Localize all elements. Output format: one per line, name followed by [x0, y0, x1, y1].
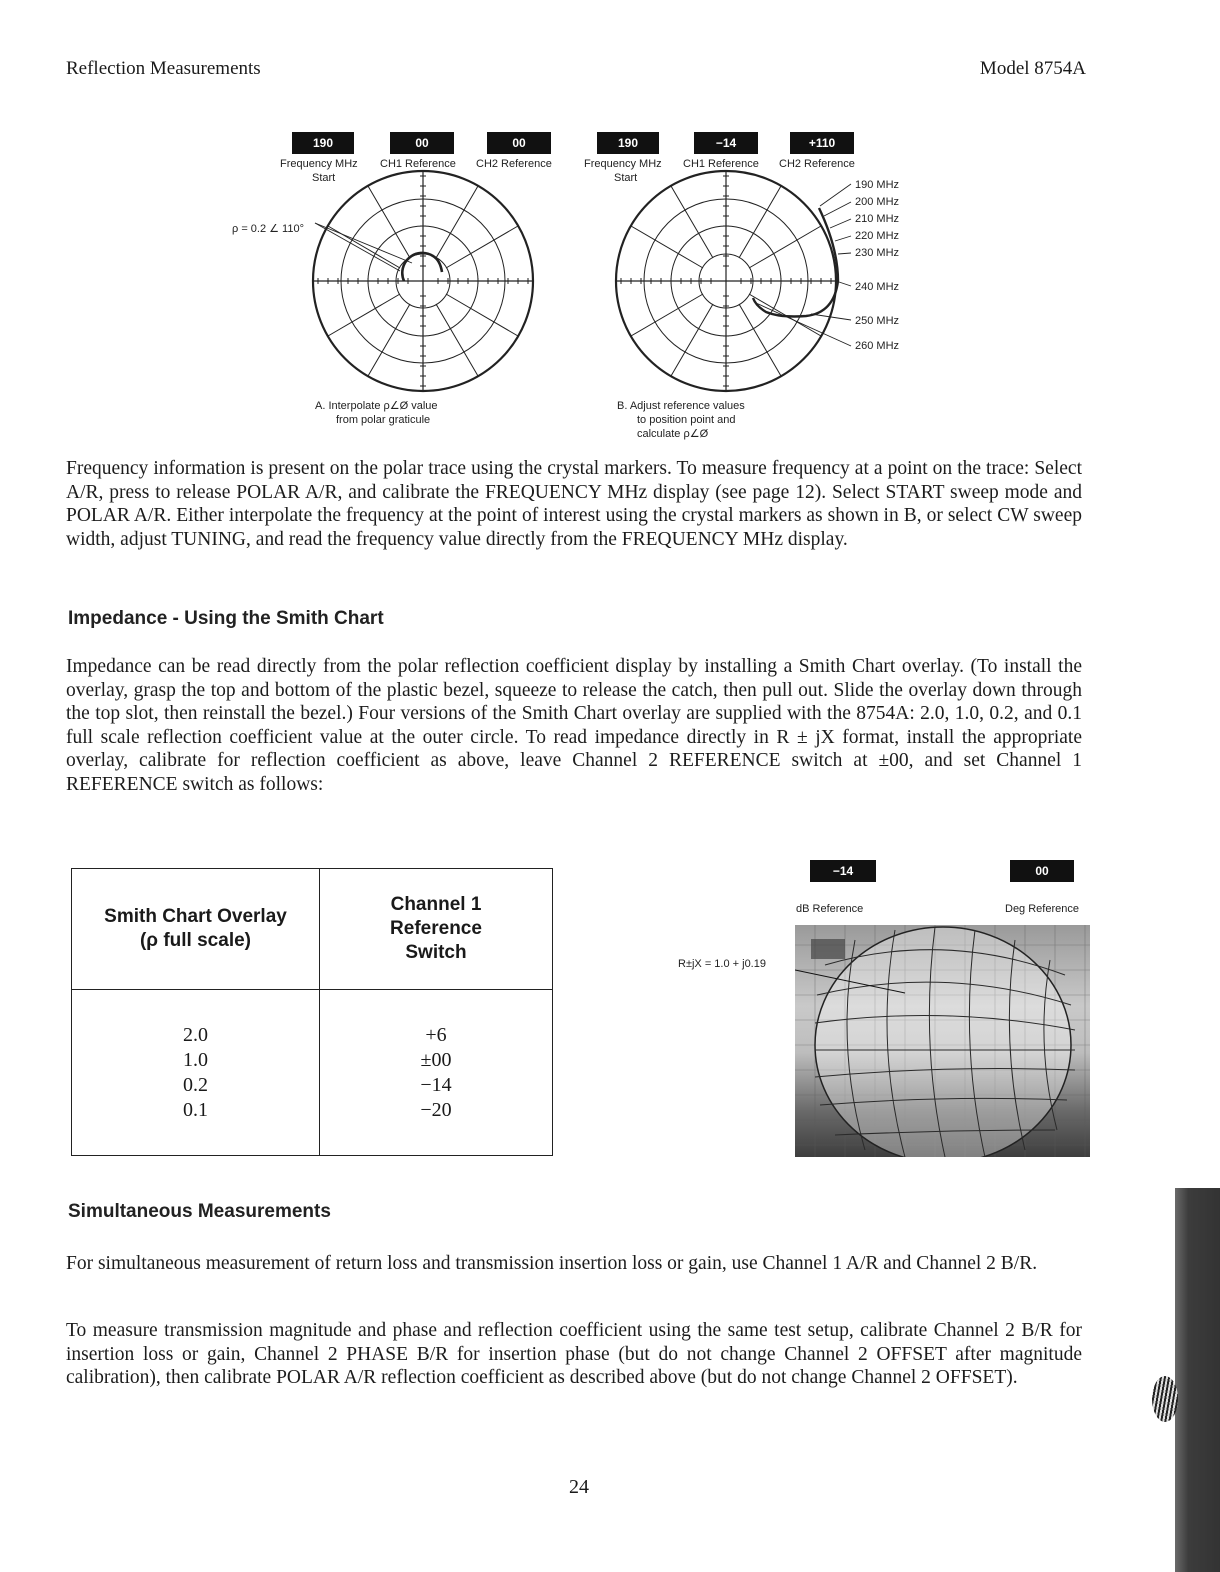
binder-edge	[1175, 1188, 1220, 1572]
switch-values-cell	[320, 990, 553, 1156]
ch2-reference-display-a: 00	[487, 132, 551, 154]
paragraph-impedance: Impedance can be read directly from the polar reflection coefficient display by installing a Smith Chart overlay. (To install the overlay, grasp the top and bottom of the plastic bezel, squeeze to release the catch, then pull out. Slide the overlay down through the top slot, then reinstall the bezel.) Four versions of the Smith Chart overlay are supplied with the 8754A: 2.0, 1.0, 0.2, and 0.1 full scale reflection coefficient value at the outer circle. To read impedance directly in R ± jX format, install the appropriate overlay, calibrate for reflection coefficient as above, leave Channel 2 REFERENCE switch at ±00, and set Channel 1 REFERENCE switch as follows:	[66, 656, 1082, 795]
frequency-label-a: Frequency MHz	[280, 158, 358, 170]
header-line: Switch	[405, 942, 467, 963]
overlay-values-cell	[72, 990, 320, 1156]
impedance-annotation: R±jX = 1.0 + j0.19	[678, 958, 766, 970]
deg-reference-label: Deg Reference	[1005, 903, 1079, 915]
page-number: 24	[569, 1476, 589, 1498]
overlay-reference-table	[71, 868, 553, 1156]
header-line: Smith Chart Overlay	[104, 906, 287, 927]
heading-impedance: Impedance - Using the Smith Chart	[68, 608, 384, 629]
db-reference-display: −14	[810, 860, 876, 882]
table-body-row	[72, 990, 553, 1156]
paragraph-simultaneous-2: To measure transmission magnitude and phase and reflection coefficient using the same test setup, calibrate Channel 2 B/R for insertion loss or gain, Channel 2 PHASE B/R for insertion phase (but do not change Channel 2 OFFSET after magnitude calibration), then calibrate POLAR A/R reflection coefficient as described above (but do not change Channel 2 OFFSET).	[66, 1320, 1082, 1388]
heading-simultaneous: Simultaneous Measurements	[68, 1201, 331, 1222]
ch2-label-a: CH2 Reference	[476, 158, 552, 170]
table-cell: −20	[420, 1098, 452, 1121]
caption-a-line2: from polar graticule	[336, 414, 431, 426]
running-header-model: Model 8754A	[979, 58, 1086, 79]
header-line: Reference	[390, 918, 482, 939]
rho-annotation-a: ρ = 0.2 ∠ 110°	[232, 223, 304, 235]
marker-label: 200 MHz	[855, 196, 900, 208]
ch2-label-b: CH2 Reference	[779, 158, 855, 170]
table-header-switch	[320, 869, 553, 990]
table-cell: 1.0	[183, 1048, 208, 1071]
running-header-section: Reflection Measurements	[66, 58, 261, 79]
marker-label: 230 MHz	[855, 247, 900, 259]
paragraph-simultaneous-1: For simultaneous measurement of return loss and transmission insertion loss or gain, use Channel 1 A/R and Channel 2 B/R.	[66, 1253, 1038, 1274]
start-label-a: Start	[312, 172, 336, 184]
smith-chart-photo	[795, 925, 1090, 1157]
table-cell: ±00	[420, 1048, 452, 1071]
frequency-display-a: 190	[292, 132, 354, 154]
ch1-reference-display-a: 00	[390, 132, 454, 154]
frequency-label-b: Frequency MHz	[584, 158, 662, 170]
smith-chart-overlay	[795, 925, 1090, 1157]
header-line: Channel 1	[390, 894, 482, 915]
table-cell: 0.2	[183, 1073, 208, 1096]
table-cell: +6	[425, 1023, 447, 1046]
table-header-overlay	[72, 869, 320, 990]
ch2-reference-display-b: +110	[790, 132, 854, 154]
caption-b-line1: B. Adjust reference values	[617, 400, 745, 412]
table-cell: −14	[420, 1073, 452, 1096]
marker-label: 240 MHz	[855, 281, 900, 293]
ch1-label-a: CH1 Reference	[380, 158, 456, 170]
frequency-display-b: 190	[597, 132, 659, 154]
caption-b-line3: calculate ρ∠Ø	[637, 428, 709, 440]
header-line: (ρ full scale)	[139, 930, 251, 951]
paragraph-frequency: Frequency information is present on the polar trace using the crystal markers. To measure frequency at a point on the trace: Select A/R, press to release POLAR A/R, and calibrate the FREQUENCY MHz display (see page 12). Select START sweep mode and POLAR A/R. Either interpolate the frequency at the point of interest using the crystal markers as shown in B, or select CW sweep width, adjust TUNING, and read the frequency value directly from the FREQUENCY MHz display.	[66, 458, 1082, 550]
deg-reference-display: 00	[1010, 860, 1074, 882]
marker-label: 260 MHz	[855, 340, 900, 352]
marker-label: 190 MHz	[855, 179, 900, 191]
ch1-reference-display-b: −14	[694, 132, 758, 154]
marker-label: 210 MHz	[855, 213, 900, 225]
ch1-label-b: CH1 Reference	[683, 158, 759, 170]
marker-label: 220 MHz	[855, 230, 900, 242]
polar-graticule-a	[300, 168, 550, 398]
caption-b-line2: to position point and	[637, 414, 736, 426]
polar-graticule-b	[606, 168, 856, 398]
marker-label: 250 MHz	[855, 315, 900, 327]
table-cell: 2.0	[183, 1023, 208, 1046]
table-cell: 0.1	[183, 1098, 208, 1121]
binder-ring	[1152, 1376, 1178, 1422]
table-header-row	[72, 869, 553, 990]
caption-a-line1: A. Interpolate ρ∠Ø value	[315, 400, 438, 412]
db-reference-label: dB Reference	[796, 903, 864, 915]
start-label-b: Start	[614, 172, 638, 184]
